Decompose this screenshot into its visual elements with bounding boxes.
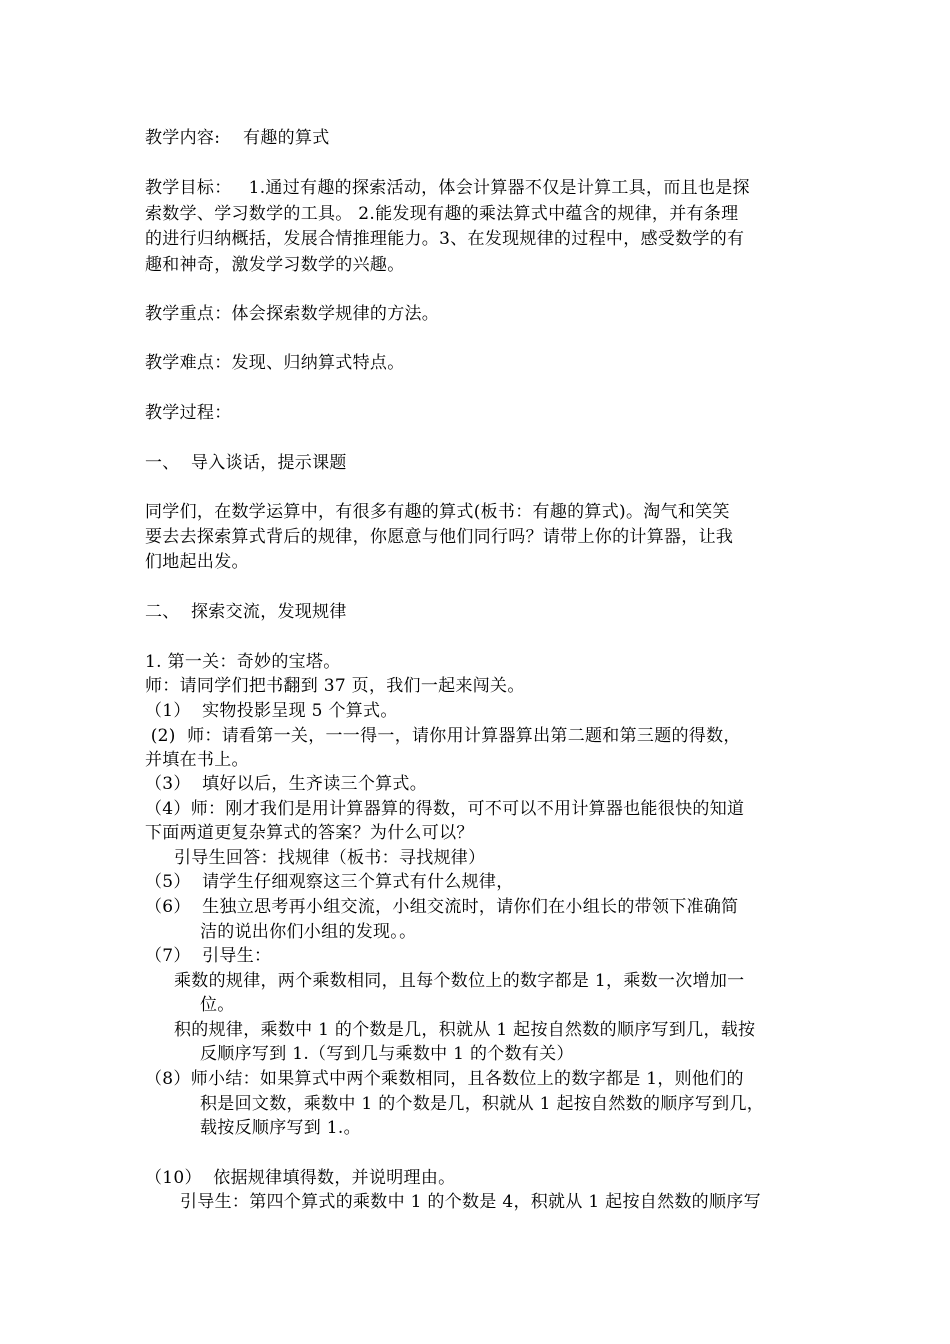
step-line: 位。 — [200, 995, 235, 1015]
step-line: （3） 填好以后，生齐读三个算式。 — [145, 774, 428, 794]
level-1-title: 1. 第一关：奇妙的宝塔。 — [145, 652, 341, 672]
step-line: （1） 实物投影呈现 5 个算式。 — [145, 701, 398, 721]
step-line: （8）师小结：如果算式中两个乘数相同，且各数位上的数字都是 1，则他们的 — [145, 1069, 744, 1089]
objectives-line-1: 教学目标： 1.通过有趣的探索活动，体会计算器不仅是计算工具，而且也是探 — [145, 178, 750, 198]
step-line: （4）师：刚才我们是用计算器算的得数，可不可以不用计算器也能很快的知道 — [145, 799, 745, 819]
difficulty-line: 教学难点：发现、归纳算式特点。 — [145, 353, 405, 373]
section-1-heading: 一、 导入谈话，提示课题 — [145, 453, 347, 473]
section-1-paragraph-line-1: 同学们，在数学运算中，有很多有趣的算式(板书：有趣的算式)。淘气和笑笑 — [145, 502, 730, 522]
process-title: 教学过程： — [145, 403, 232, 423]
step-line: 下面两道更复杂算式的答案？为什么可以？ — [145, 823, 474, 843]
objectives-line-2: 索数学、学习数学的工具。 2.能发现有趣的乘法算式中蕴含的规律，并有条理 — [145, 204, 739, 224]
step-line: 并填在书上。 — [145, 750, 249, 770]
section-2-heading: 二、 探索交流，发现规律 — [145, 602, 347, 622]
step-line: 反顺序写到 1.（写到几与乘数中 1 的个数有关） — [200, 1044, 574, 1064]
key-point-line: 教学重点：体会探索数学规律的方法。 — [145, 304, 440, 324]
teacher-intro: 师：请同学们把书翻到 37 页，我们一起来闯关。 — [145, 676, 525, 696]
step-line: 积是回文数，乘数中 1 的个数是几，积就从 1 起按自然数的顺序写到几， — [200, 1094, 765, 1114]
step-line: （6） 生独立思考再小组交流，小组交流时，请你们在小组长的带领下准确简 — [145, 897, 739, 917]
step-line: （5） 请学生仔细观察这三个算式有什么规律， — [145, 872, 514, 892]
content-line: 教学内容: 有趣的算式 — [145, 128, 330, 148]
step-line: （10） 依据规律填得数，并说明理由。 — [145, 1168, 456, 1188]
objectives-line-3: 的进行归纳概括，发展合情推理能力。3、在发现规律的过程中，感受数学的有 — [145, 229, 745, 249]
step-line: 引导生回答：找规律（板书：寻找规律） — [174, 848, 486, 868]
objectives-line-4: 趣和神奇，激发学习数学的兴趣。 — [145, 255, 405, 275]
step-line: 引导生：第四个算式的乘数中 1 的个数是 4，积就从 1 起按自然数的顺序写 — [180, 1192, 761, 1212]
step-line: （7） 引导生： — [145, 946, 272, 966]
step-line: 载按反顺序写到 1.。 — [200, 1118, 361, 1138]
step-line: 积的规律，乘数中 1 的个数是几，积就从 1 起按自然数的顺序写到几，载按 — [174, 1020, 756, 1040]
step-line: 乘数的规律，两个乘数相同，且每个数位上的数字都是 1，乘数一次增加一 — [174, 971, 745, 991]
step-line: (2) 师：请看第一关，一一得一，请你用计算器算出第二题和第三题的得数， — [145, 726, 741, 746]
section-1-paragraph-line-3: 们地起出发。 — [145, 552, 249, 572]
section-1-paragraph-line-2: 要去去探索算式背后的规律，你愿意与他们同行吗？请带上你的计算器，让我 — [145, 527, 734, 547]
step-line: 洁的说出你们小组的发现。。 — [200, 922, 417, 942]
